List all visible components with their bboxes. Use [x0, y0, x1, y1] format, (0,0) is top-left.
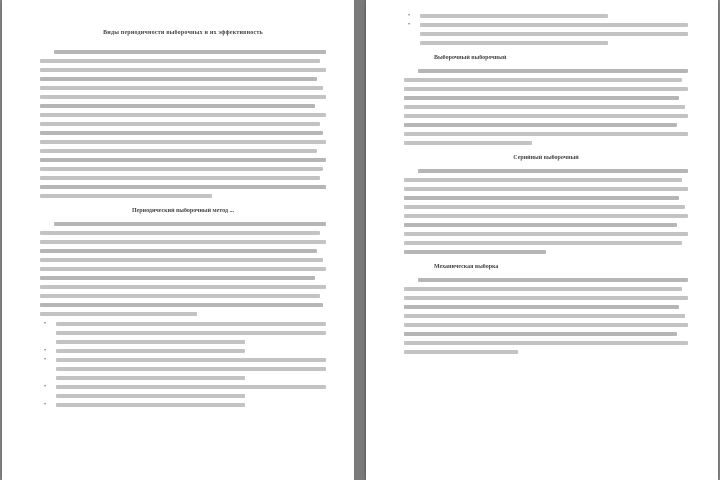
paragraph-2	[40, 222, 326, 316]
text-line	[404, 332, 677, 336]
text-line	[420, 41, 608, 45]
text-line	[404, 114, 688, 118]
text-line	[40, 149, 317, 153]
bullet-dot-icon: •	[44, 357, 47, 363]
page-left-content	[40, 24, 326, 412]
text-line	[56, 349, 245, 353]
page-right	[366, 0, 718, 480]
text-line	[40, 86, 323, 90]
text-line	[40, 95, 326, 99]
page-right-content	[404, 14, 688, 360]
text-line	[404, 132, 688, 136]
bullet-list	[40, 322, 326, 407]
text-line	[54, 222, 326, 226]
text-line	[404, 241, 682, 245]
text-line	[418, 69, 688, 73]
text-line	[40, 285, 326, 289]
text-line	[40, 185, 326, 189]
text-line	[404, 187, 688, 191]
text-line	[404, 205, 685, 209]
text-line	[418, 278, 688, 282]
bullet-item	[40, 385, 326, 398]
text-line	[420, 14, 608, 18]
section-heading-2: Серийный выборочный	[513, 155, 579, 161]
section-heading-1: Периодический выборочный метод ...	[131, 208, 235, 214]
text-line	[404, 250, 546, 254]
bullet-item	[40, 403, 326, 407]
bullet-dot-icon: •	[408, 13, 411, 19]
text-line	[40, 77, 317, 81]
text-line	[404, 323, 688, 327]
text-line	[40, 194, 212, 198]
bullet-item	[40, 349, 326, 353]
section-heading-1: Выборочный выборочный	[434, 55, 507, 61]
text-line	[40, 167, 323, 171]
text-line	[40, 258, 323, 262]
text-line	[56, 340, 245, 344]
bullet-dot-icon: •	[44, 384, 47, 390]
text-line	[404, 123, 677, 127]
bullet-item	[40, 358, 326, 380]
text-line	[404, 223, 677, 227]
text-line	[56, 367, 326, 371]
text-line	[40, 249, 317, 253]
bullet-dot-icon: •	[408, 22, 411, 28]
text-line	[404, 214, 688, 218]
text-line	[404, 314, 685, 318]
text-line	[420, 23, 688, 27]
text-line	[40, 59, 320, 63]
text-line	[404, 105, 685, 109]
text-line	[404, 78, 682, 82]
bullet-item	[404, 23, 688, 45]
text-line	[56, 394, 245, 398]
bullet-item	[40, 322, 326, 344]
text-line	[40, 294, 320, 298]
text-line	[404, 296, 688, 300]
paragraph-3	[404, 278, 688, 354]
text-line	[404, 305, 679, 309]
text-line	[56, 331, 326, 335]
text-line	[404, 96, 679, 100]
text-line	[56, 385, 326, 389]
bullet-dot-icon: •	[44, 348, 47, 354]
text-line	[404, 196, 679, 200]
text-line	[40, 131, 323, 135]
text-line	[40, 113, 326, 117]
bullet-item	[404, 14, 688, 18]
text-line	[404, 350, 518, 354]
intro-bullet-list	[404, 14, 688, 45]
text-line	[404, 87, 688, 91]
section-heading-3: Механическая выборка	[434, 264, 499, 270]
page-title: Виды периодичности выборочных и их эффективность	[103, 30, 263, 36]
text-line	[40, 240, 326, 244]
text-line	[40, 158, 326, 162]
text-line	[56, 376, 245, 380]
text-line	[40, 122, 320, 126]
page-gutter	[354, 0, 366, 480]
text-line	[40, 104, 315, 108]
text-line	[404, 341, 688, 345]
text-line	[40, 231, 320, 235]
text-line	[404, 141, 532, 145]
text-line	[56, 358, 326, 362]
text-line	[420, 32, 688, 36]
text-line	[56, 403, 245, 407]
text-line	[404, 178, 682, 182]
text-line	[40, 176, 320, 180]
paragraph-1	[404, 69, 688, 145]
text-line	[40, 68, 326, 72]
page-left	[2, 0, 354, 480]
text-line	[40, 312, 197, 316]
bullet-dot-icon: •	[44, 321, 47, 327]
text-line	[40, 276, 315, 280]
paragraph-2	[404, 169, 688, 254]
text-line	[54, 50, 326, 54]
text-line	[404, 287, 682, 291]
text-line	[40, 140, 326, 144]
bullet-dot-icon: •	[44, 402, 47, 408]
text-line	[40, 267, 326, 271]
text-line	[56, 322, 326, 326]
text-line	[40, 303, 323, 307]
text-line	[404, 232, 688, 236]
text-line	[418, 169, 688, 173]
paragraph-1	[40, 50, 326, 198]
